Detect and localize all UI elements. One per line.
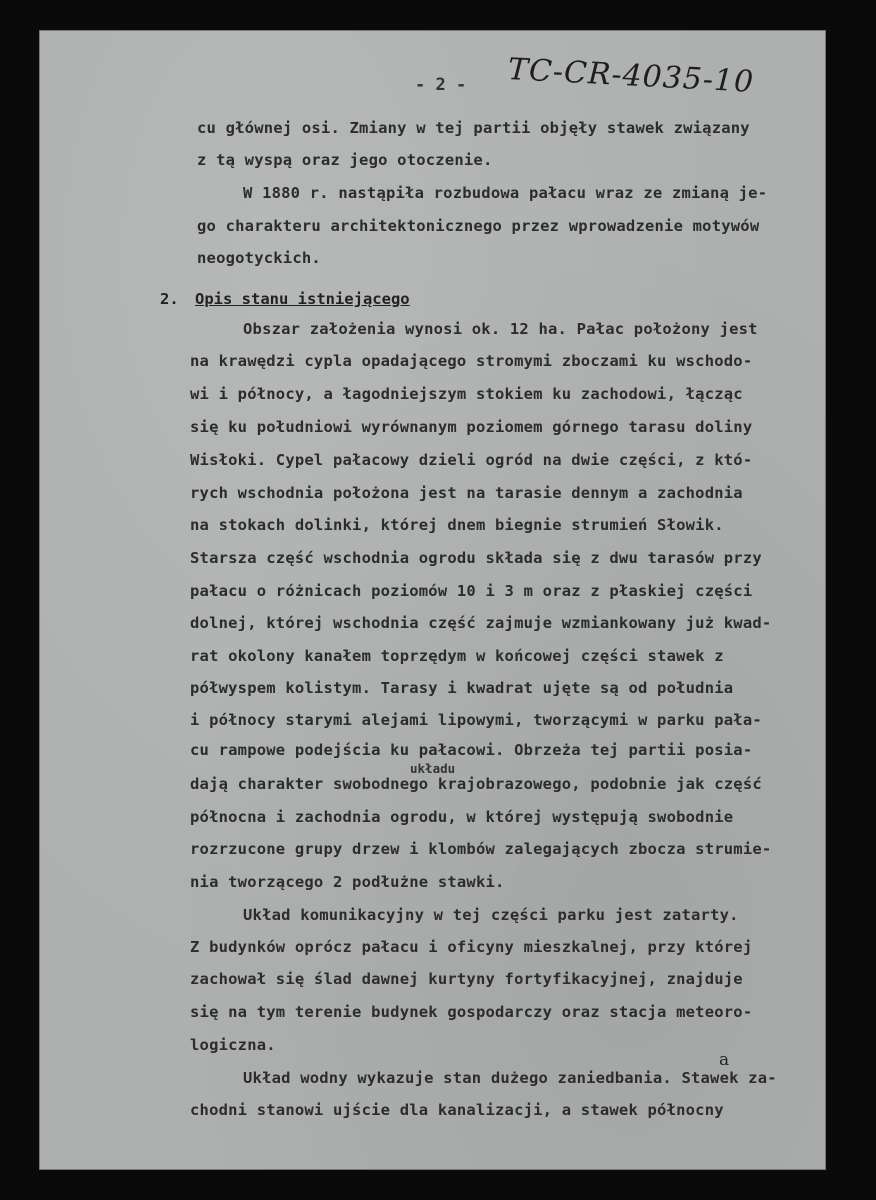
- text-line: cu rampowe podejścia ku pałacowi. Obrzeża tej partii posia-: [190, 741, 753, 759]
- text-line: W 1880 r. nastąpiła rozbudowa pałacu wraz ze zmianą je-: [243, 184, 768, 202]
- section-heading: Opis stanu istniejącego: [195, 290, 410, 308]
- text-line: północna i zachodnia ogrodu, w której występują swobodnie: [190, 808, 734, 826]
- section-number: 2.: [160, 290, 179, 308]
- text-line: półwyspem kolistym. Tarasy i kwadrat ujęte są od południa: [190, 679, 734, 697]
- text-line: się ku południowi wyrównanym poziomem górnego tarasu doliny: [190, 418, 753, 436]
- text-line: nia tworzącego 2 podłużne stawki.: [190, 873, 505, 891]
- text-line: go charakteru architektonicznego przez wprowadzenie motywów: [197, 217, 760, 235]
- text-line: Układ komunikacyjny w tej części parku jest zatarty.: [243, 906, 739, 924]
- text-line: Układ wodny wykazuje stan dużego zaniedbania. Stawek za-: [243, 1069, 777, 1087]
- text-line: chodni stanowi ujście dla kanalizacji, a stawek północny: [190, 1101, 724, 1119]
- text-line: Obszar założenia wynosi ok. 12 ha. Pałac położony jest: [243, 320, 758, 338]
- interlinear-insert: układu: [410, 761, 456, 776]
- handwritten-reference: TC-CR-4035-10: [507, 52, 756, 100]
- text-line: na krawędzi cypla opadającego stromymi zboczami ku wschodo-: [190, 352, 753, 370]
- text-line: cu głównej osi. Zmiany w tej partii objęły stawek związany: [197, 119, 750, 137]
- text-line: Starsza część wschodnia ogrodu składa się z dwu tarasów przy: [190, 549, 762, 567]
- text-line: Wisłoki. Cypel pałacowy dzieli ogród na dwie części, z któ-: [190, 451, 753, 469]
- text-line: się na tym terenie budynek gospodarczy oraz stacja meteoro-: [190, 1003, 753, 1021]
- text-line: logiczna.: [190, 1036, 276, 1054]
- text-line: pałacu o różnicach poziomów 10 i 3 m oraz z płaskiej części: [190, 582, 753, 600]
- text-line: neogotyckich.: [197, 249, 321, 267]
- page-number: - 2 -: [415, 75, 467, 95]
- text-line: i północy starymi alejami lipowymi, tworzącymi w parku pała-: [190, 711, 762, 729]
- text-line: na stokach dolinki, której dnem biegnie strumień Słowik.: [190, 516, 724, 534]
- text-line: zachował się ślad dawnej kurtyny fortyfikacyjnej, znajduje: [190, 970, 743, 988]
- text-line: rozrzucone grupy drzew i klombów zalegających zbocza strumie-: [190, 840, 772, 858]
- handwritten-correction: a: [719, 1050, 730, 1070]
- text-line: z tą wyspą oraz jego otoczenie.: [197, 151, 493, 169]
- text-line: wi i północy, a łagodniejszym stokiem ku zachodowi, łącząc: [190, 385, 743, 403]
- text-line: Z budynków oprócz pałacu i oficyny mieszkalnej, przy której: [190, 938, 753, 956]
- text-line: rych wschodnia położona jest na tarasie dennym a zachodnia: [190, 484, 743, 502]
- text-line: dolnej, której wschodnia część zajmuje wzmiankowany już kwad-: [190, 614, 772, 632]
- text-line: dają charakter swobodnego krajobrazowego, podobnie jak część: [190, 775, 762, 793]
- text-line: rat okolony kanałem toprzędym w końcowej części stawek z: [190, 647, 724, 665]
